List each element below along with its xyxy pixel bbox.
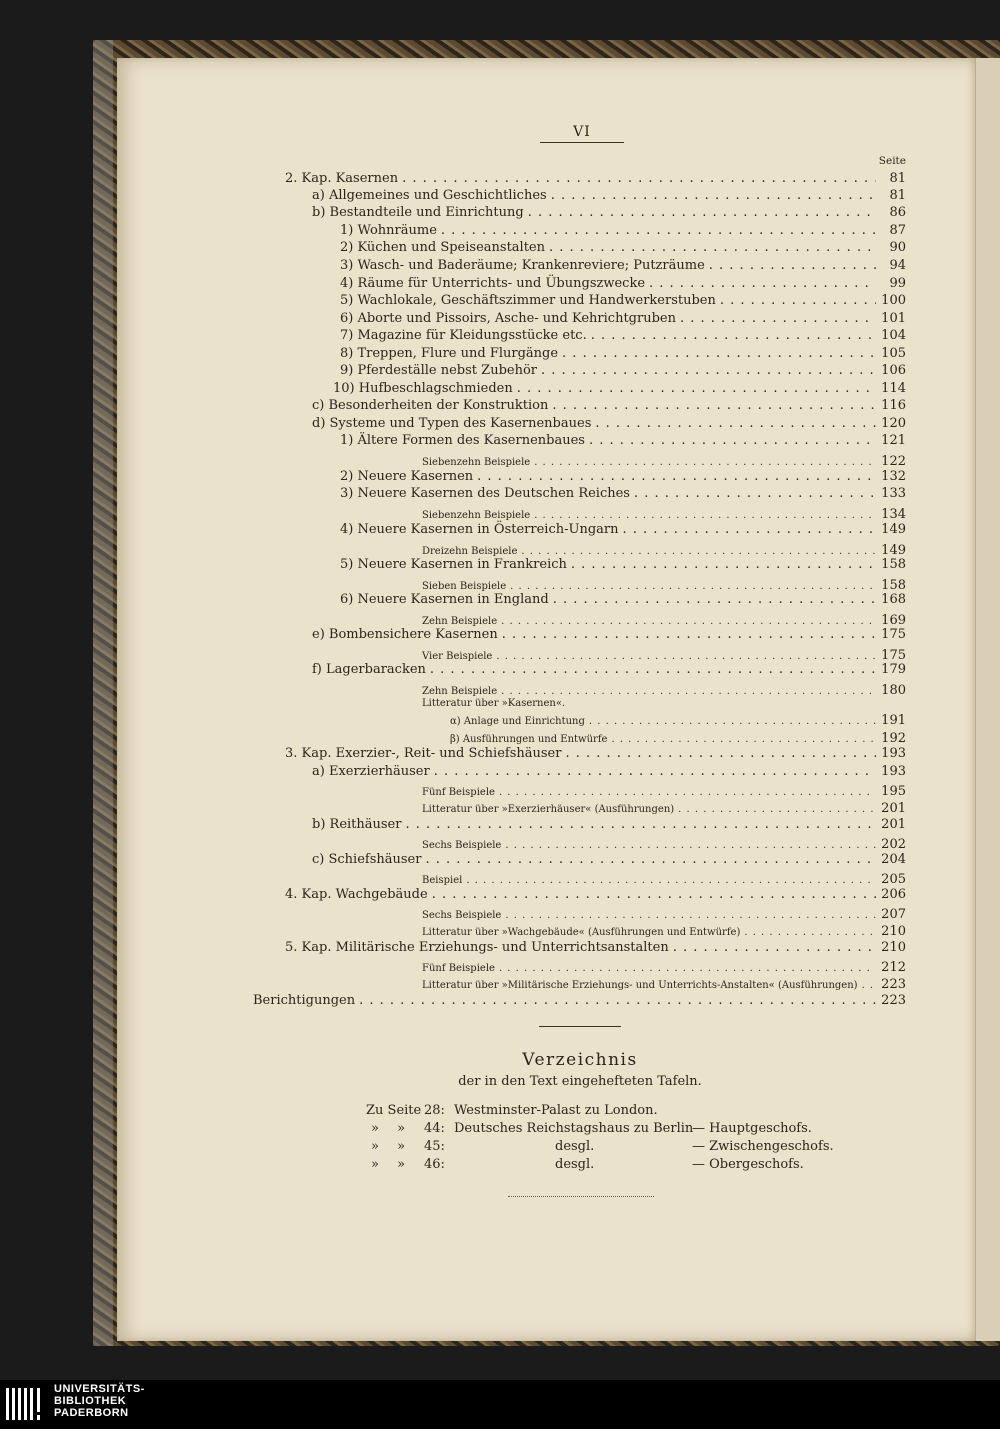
dot-leader <box>589 716 876 727</box>
toc-entry-page: 134 <box>881 507 906 522</box>
toc-entry-label: Litteratur über »Exerzierhäuser« (Ausführungen) <box>422 804 675 815</box>
toc-entry <box>422 907 906 924</box>
toc-entry-label: Beispiel <box>422 875 463 886</box>
dot-leader <box>528 205 876 220</box>
toc-entry-page: 149 <box>881 543 906 558</box>
dot-leader <box>862 980 876 991</box>
toc-entry-page: 122 <box>881 454 906 469</box>
toc-entry-page: 90 <box>889 240 906 255</box>
toc-entry-page: 94 <box>889 258 906 273</box>
bottom-divider <box>508 1196 654 1197</box>
dot-leader <box>505 840 876 851</box>
dot-leader <box>551 188 876 203</box>
toc-entry <box>340 276 906 293</box>
toc-entry <box>340 469 906 486</box>
toc-entry-label: b) Reithäuser <box>312 817 402 832</box>
toc-entry-label: Litteratur über »Militärische Erziehungs- und Unterrichts-Anstalten« (Ausführungen) <box>422 980 858 991</box>
dot-leader <box>622 522 876 537</box>
dot-leader <box>499 963 876 974</box>
dot-leader <box>589 433 876 448</box>
toc-entry-label: Sieben Beispiele <box>422 581 507 592</box>
toc-entry <box>450 713 906 730</box>
plate-floor: — Hauptgeschofs. <box>692 1121 812 1136</box>
plate-page: 45: <box>424 1139 445 1154</box>
toc-entry-label: Siebenzehn Beispiele <box>422 457 531 468</box>
toc-entry <box>340 592 906 609</box>
toc-entry-page: 132 <box>881 469 906 484</box>
toc-entry-label: 4) Neuere Kasernen in Österreich-Ungarn <box>340 522 619 537</box>
toc-entry-label: 1) Wohnräume <box>340 223 437 238</box>
toc-entry-label: 3. Kap. Exerzier-, Reit- und Schiefshäuser <box>285 746 562 761</box>
toc-entry <box>422 801 906 818</box>
dot-leader <box>634 486 876 501</box>
toc-entry-label: 2) Küchen und Speiseanstalten <box>340 240 545 255</box>
dot-leader <box>709 258 876 273</box>
footer-line-2: BIBLIOTHEK <box>54 1395 127 1407</box>
toc-entry-label: α) Anlage und Einrichtung <box>450 716 585 727</box>
toc-entry-page: 179 <box>881 662 906 677</box>
plate-page: 46: <box>424 1157 445 1172</box>
toc-entry-label: a) Exerzierhäuser <box>312 764 430 779</box>
plate-title: Deutsches Reichstagshaus zu Berlin <box>454 1121 694 1136</box>
toc-entry-page: 201 <box>881 817 906 832</box>
dot-leader <box>611 734 876 745</box>
dot-leader <box>425 852 876 867</box>
toc-entry <box>312 205 906 222</box>
toc-entry <box>340 258 906 275</box>
toc-entry <box>340 311 906 328</box>
toc-entry <box>340 363 906 380</box>
toc-entry-page: 149 <box>881 522 906 537</box>
plate-entry <box>0 1121 1000 1139</box>
library-logo-icon <box>4 1384 48 1424</box>
toc-entry-label: β) Ausführungen und Entwürfe <box>450 734 608 745</box>
toc-entry-page: 175 <box>881 627 906 642</box>
dot-leader <box>441 223 876 238</box>
dot-leader <box>359 993 876 1008</box>
toc-entry-label: c) Besonderheiten der Konstruktion <box>312 398 549 413</box>
toc-entry-label: 7) Magazine für Kleidungsstücke etc. <box>340 328 587 343</box>
section-divider <box>539 1026 621 1027</box>
plate-floor: — Obergeschofs. <box>692 1157 804 1172</box>
dot-leader <box>496 651 876 662</box>
dot-leader <box>552 398 876 413</box>
dot-leader <box>720 293 876 308</box>
dot-leader <box>432 887 876 902</box>
toc-entry <box>253 993 906 1010</box>
toc-entry <box>340 293 906 310</box>
toc-entry-page: 205 <box>881 872 906 887</box>
dot-leader <box>402 171 876 186</box>
toc-entry-page: 212 <box>881 960 906 975</box>
toc-entry <box>422 784 906 801</box>
dot-leader <box>649 276 876 291</box>
dot-leader <box>430 662 876 677</box>
toc-entry <box>312 398 906 415</box>
toc-entry <box>340 223 906 240</box>
footer-line-3: PADERBORN <box>54 1407 129 1419</box>
toc-entry-page: 81 <box>889 171 906 186</box>
toc-entry-page: 169 <box>881 613 906 628</box>
toc-entry-label: 1) Ältere Formen des Kasernenbaues <box>340 433 585 448</box>
toc-entry <box>422 924 906 941</box>
toc-entry-page: 210 <box>881 940 906 955</box>
toc-entry-label: Siebenzehn Beispiele <box>422 510 531 521</box>
dot-leader <box>405 817 876 832</box>
toc-entry <box>312 416 906 433</box>
seite-header: Seite <box>878 155 906 167</box>
dot-leader <box>499 787 876 798</box>
toc-entry-label: Sechs Beispiele <box>422 910 502 921</box>
page-number: VI <box>573 124 591 140</box>
toc-entry-page: 106 <box>881 363 906 378</box>
toc-entry-label: 9) Pferdeställe nebst Zubehör <box>340 363 537 378</box>
toc-entry <box>312 627 906 644</box>
toc-entry-label: Sechs Beispiele <box>422 840 502 851</box>
toc-entry-label: c) Schiefshäuser <box>312 852 422 867</box>
toc-entry-page: 87 <box>889 223 906 238</box>
toc-entry <box>312 662 906 679</box>
dot-leader <box>595 416 876 431</box>
dot-leader <box>553 592 876 607</box>
toc-entry-label: 2) Neuere Kasernen <box>340 469 474 484</box>
toc-entry-label: 10) Hufbeschlagschmieden <box>333 381 513 396</box>
plate-ref: » » <box>371 1121 406 1136</box>
toc-entry-page: 193 <box>881 746 906 761</box>
toc-entry <box>340 486 906 503</box>
dot-leader <box>502 627 876 642</box>
toc-entry-label: 6) Neuere Kasernen in England <box>340 592 549 607</box>
toc-entry-page: 81 <box>889 188 906 203</box>
toc-entry-page: 175 <box>881 648 906 663</box>
toc-entry-page: 114 <box>881 381 906 396</box>
toc-entry <box>422 960 906 977</box>
toc-entry <box>285 746 906 763</box>
toc-entry <box>340 557 906 574</box>
toc-entry-label: Fünf Beispiele <box>422 963 495 974</box>
dot-leader <box>510 581 876 592</box>
toc-entry-label: b) Bestandteile und Einrichtung <box>312 205 524 220</box>
toc-entry-page: 201 <box>881 801 906 816</box>
footer-line-1: UNIVERSITÄTS- <box>54 1383 145 1395</box>
toc-entry <box>312 188 906 205</box>
dot-leader <box>521 546 876 557</box>
dot-leader <box>565 746 876 761</box>
dot-leader <box>501 616 876 627</box>
toc-entry-label: 3) Neuere Kasernen des Deutschen Reiches <box>340 486 630 501</box>
plate-entry <box>0 1103 1000 1121</box>
page-number-rule <box>540 142 624 143</box>
toc-entry <box>340 240 906 257</box>
toc-entry-page: 168 <box>881 592 906 607</box>
dot-leader <box>501 686 876 697</box>
toc-entry <box>340 522 906 539</box>
toc-entry-page: 133 <box>881 486 906 501</box>
toc-entry-page: 191 <box>881 713 906 728</box>
toc-entry-page: 192 <box>881 731 906 746</box>
plate-title: desgl. <box>555 1139 595 1154</box>
toc-entry <box>285 171 906 188</box>
toc-entry <box>312 764 906 781</box>
plate-page: 28: <box>424 1103 445 1118</box>
toc-entry <box>340 328 906 345</box>
toc-entry-label: 8) Treppen, Flure und Flurgänge <box>340 346 559 361</box>
plates-subtitle: der in den Text eingehefteten Tafeln. <box>458 1074 702 1089</box>
toc-entry-page: 104 <box>881 328 906 343</box>
plate-ref: Zu Seite <box>366 1103 422 1118</box>
dot-leader <box>673 940 876 955</box>
dot-leader <box>562 346 876 361</box>
toc-entry <box>333 381 906 398</box>
toc-entry-label: f) Lagerbaracken <box>312 662 426 677</box>
library-footer <box>0 1380 1000 1429</box>
toc-entry-page: 105 <box>881 346 906 361</box>
toc-entry-label: Litteratur über »Kasernen«. <box>422 698 566 709</box>
plate-entry <box>0 1157 1000 1175</box>
plates-title: Verzeichnis <box>522 1050 638 1070</box>
toc-entry-label: a) Allgemeines und Geschichtliches <box>312 188 547 203</box>
toc-entry-page: 100 <box>881 293 906 308</box>
toc-entry <box>340 346 906 363</box>
toc-entry-label: d) Systeme und Typen des Kasernenbaues <box>312 416 592 431</box>
toc-entry-label: 3) Wasch- und Baderäume; Krankenreviere; Putzräume <box>340 258 705 273</box>
dot-leader <box>680 311 876 326</box>
dot-leader <box>541 363 876 378</box>
toc-entry <box>312 852 906 869</box>
toc-entry-label: 4) Räume für Unterrichts- und Übungszwecke <box>340 276 646 291</box>
toc-entry <box>422 977 906 994</box>
toc-entry-label: Fünf Beispiele <box>422 787 495 798</box>
plate-page: 44: <box>424 1121 445 1136</box>
toc-entry-label: 2. Kap. Kasernen <box>285 171 399 186</box>
dot-leader <box>477 469 876 484</box>
toc-entry-page: 223 <box>881 993 906 1008</box>
dot-leader <box>466 875 876 886</box>
toc-entry-page: 204 <box>881 852 906 867</box>
toc-entry-page: 207 <box>881 907 906 922</box>
toc-entry <box>312 817 906 834</box>
toc-entry <box>340 433 906 450</box>
dot-leader <box>744 927 876 938</box>
dot-leader <box>517 381 876 396</box>
toc-entry <box>285 940 906 957</box>
plate-ref: » » <box>371 1157 406 1172</box>
toc-entry-page: 120 <box>881 416 906 431</box>
toc-entry-page: 193 <box>881 764 906 779</box>
toc-entry-page: 86 <box>889 205 906 220</box>
toc-entry-label: 6) Aborte und Pissoirs, Asche- und Kehrichtgruben <box>340 311 676 326</box>
toc-entry-page: 99 <box>889 276 906 291</box>
toc-entry-label: Vier Beispiele <box>422 651 493 662</box>
plate-ref: » » <box>371 1139 406 1154</box>
plate-title: desgl. <box>555 1157 595 1172</box>
toc-entry-page: 158 <box>881 578 906 593</box>
toc-entry-label: Zehn Beispiele <box>422 616 498 627</box>
toc-entry-page: 158 <box>881 557 906 572</box>
toc-entry-label: 4. Kap. Wachgebäude <box>285 887 428 902</box>
toc-entry-page: 180 <box>881 683 906 698</box>
toc-entry-label: 5) Wachlokale, Geschäftszimmer und Handwerkerstuben <box>340 293 716 308</box>
toc-entry-page: 121 <box>881 433 906 448</box>
toc-entry-label: e) Bombensichere Kasernen <box>312 627 498 642</box>
toc-entry-page: 223 <box>881 977 906 992</box>
toc-entry <box>285 887 906 904</box>
dot-leader <box>534 510 876 521</box>
dot-leader <box>678 804 876 815</box>
plate-title: Westminster-Palast zu London. <box>454 1103 658 1118</box>
toc-entry <box>422 698 565 709</box>
plate-entry <box>0 1139 1000 1157</box>
dot-leader <box>534 457 876 468</box>
toc-entry-label: 5. Kap. Militärische Erziehungs- und Unterrichtsanstalten <box>285 940 669 955</box>
dot-leader <box>505 910 876 921</box>
dot-leader <box>571 557 876 572</box>
toc-entry-page: 116 <box>881 398 906 413</box>
dot-leader <box>591 328 876 343</box>
toc-entry-page: 101 <box>881 311 906 326</box>
toc-entry-label: 5) Neuere Kasernen in Frankreich <box>340 557 567 572</box>
toc-entry-page: 206 <box>881 887 906 902</box>
plate-floor: — Zwischengeschofs. <box>692 1139 834 1154</box>
dot-leader <box>549 240 876 255</box>
toc-entry-label: Dreizehn Beispiele <box>422 546 518 557</box>
toc-entry-page: 202 <box>881 837 906 852</box>
toc-entry-label: Zehn Beispiele <box>422 686 498 697</box>
dot-leader <box>434 764 876 779</box>
toc-entry-page: 210 <box>881 924 906 939</box>
toc-entry-label: Litteratur über »Wachgebäude« (Ausführungen und Entwürfe) <box>422 927 741 938</box>
toc-entry-page: 195 <box>881 784 906 799</box>
toc-entry-label: Berichtigungen <box>253 993 356 1008</box>
